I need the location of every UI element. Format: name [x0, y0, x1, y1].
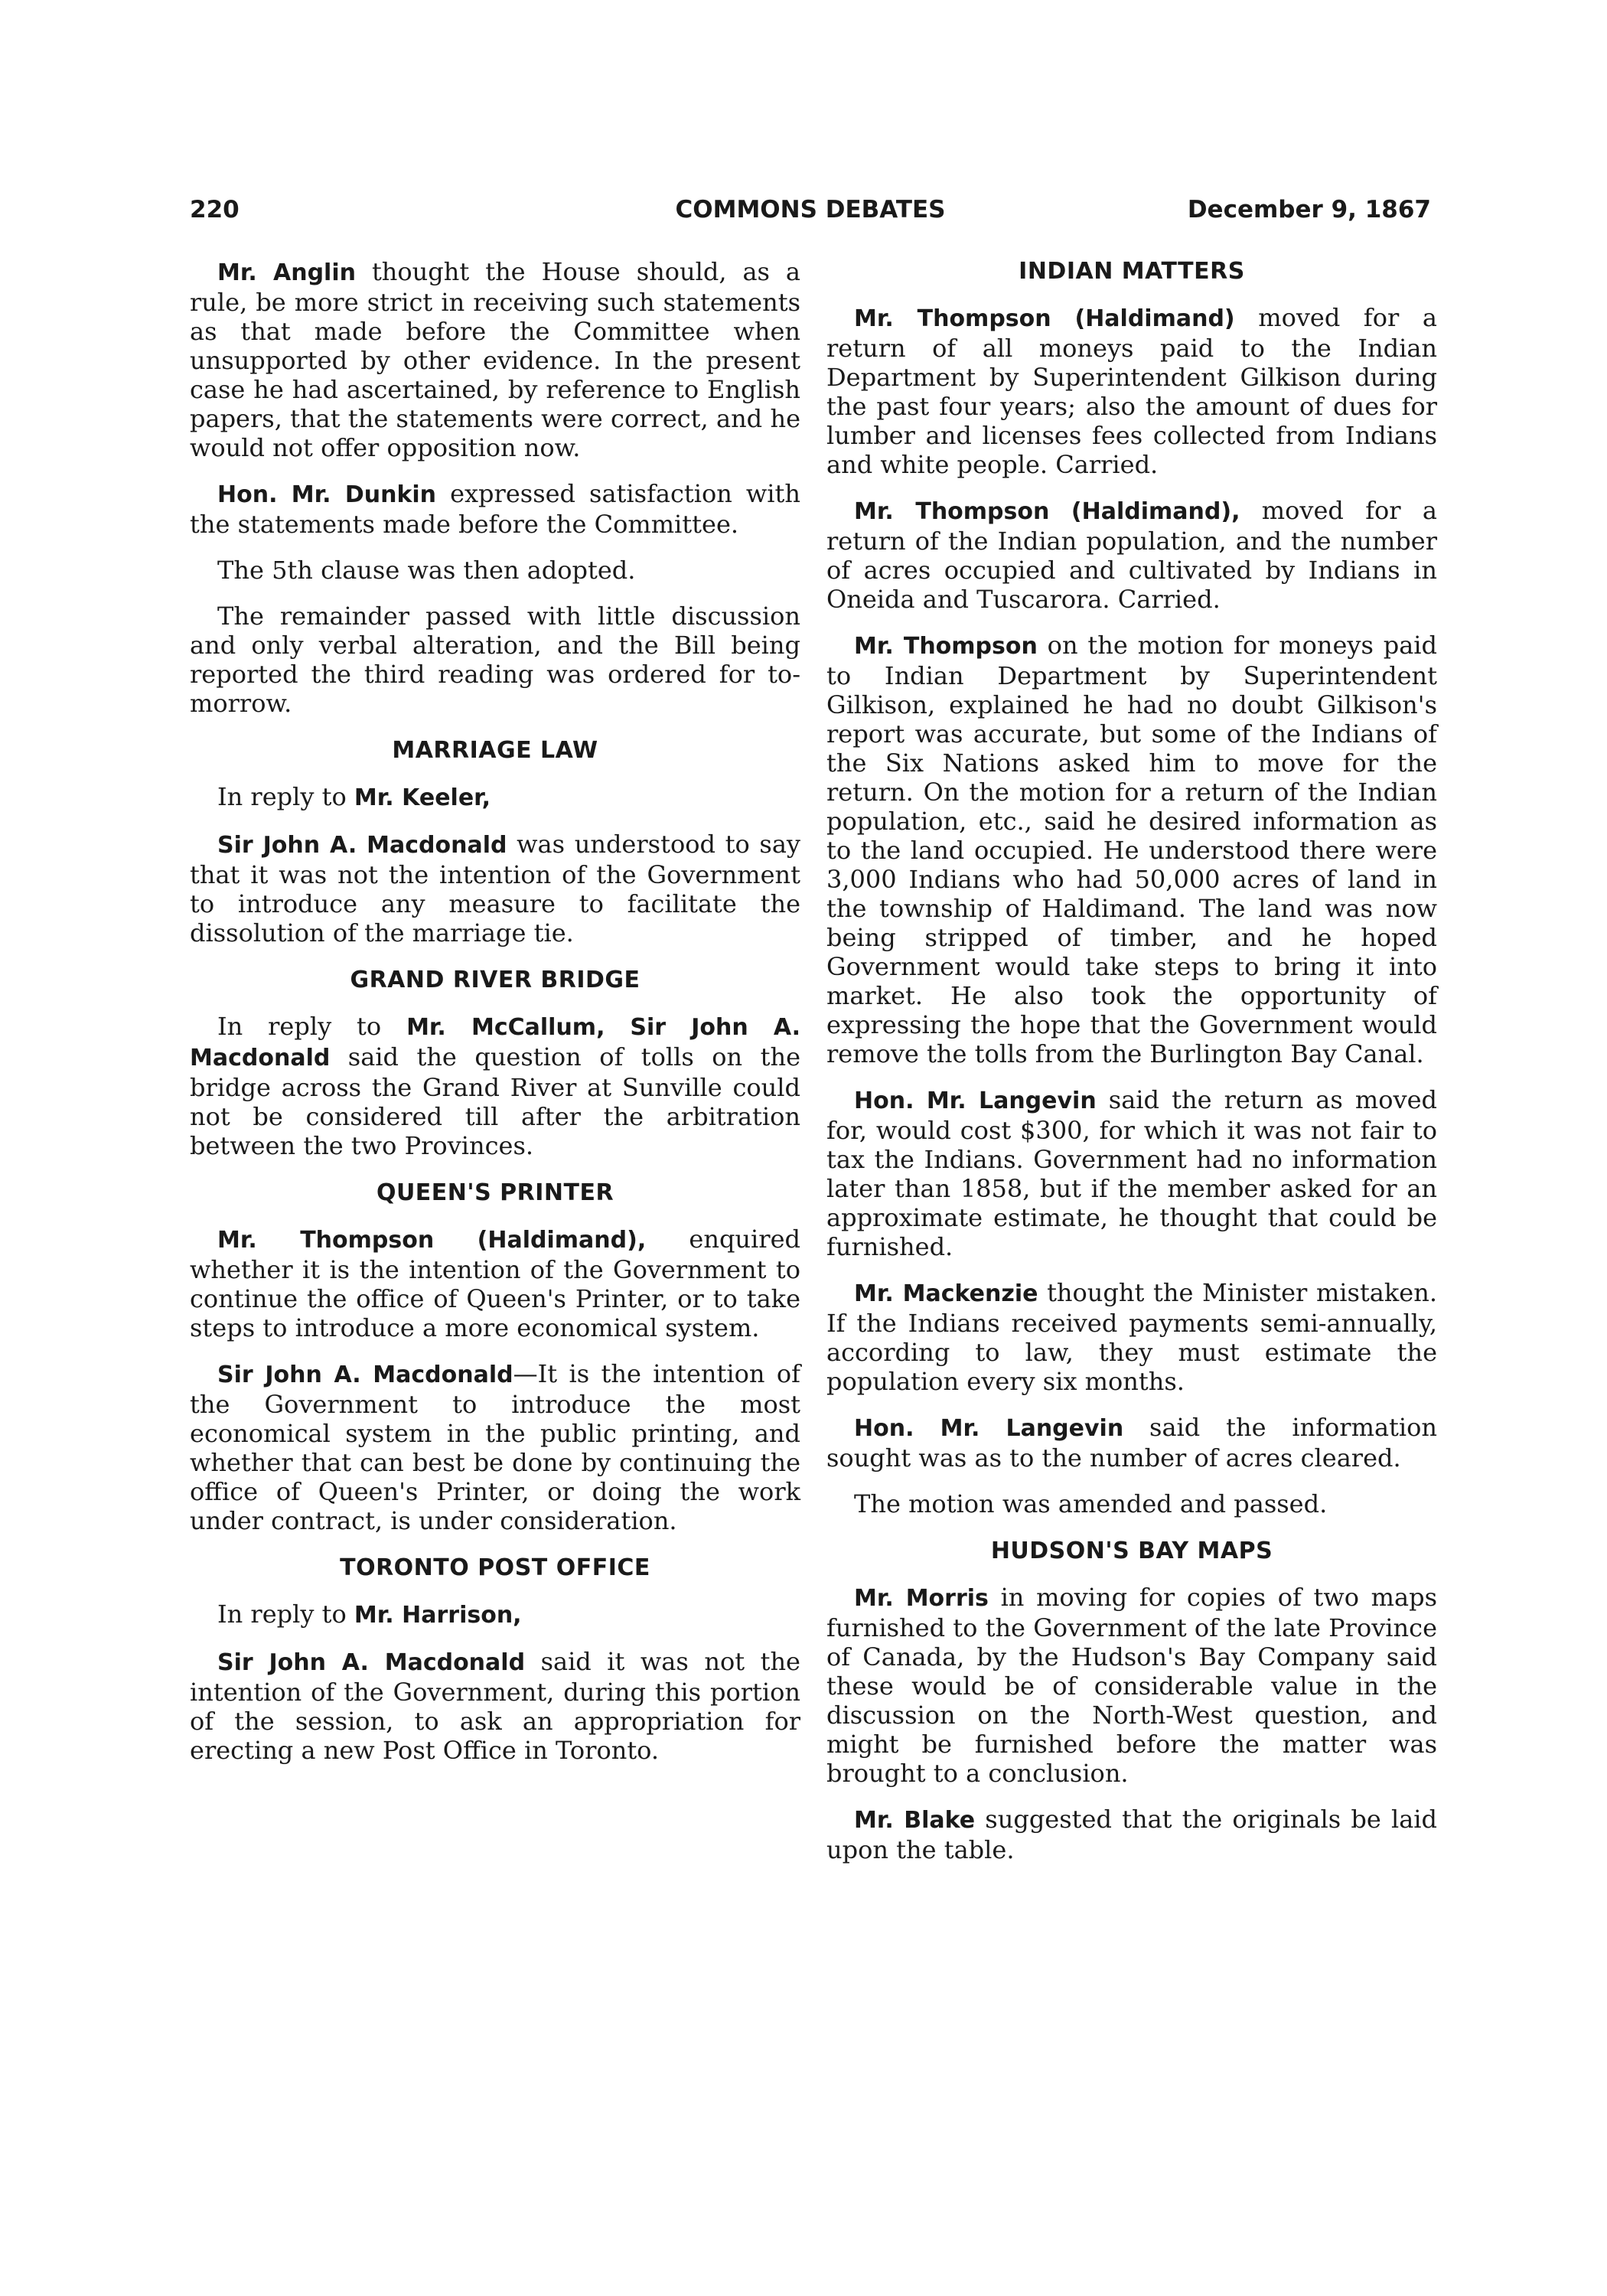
paragraph-text: expressed satisfaction with the statements made before the Committee.	[190, 479, 801, 539]
paragraph	[190, 1012, 800, 1160]
speaker-name: Mr. Blake	[854, 1807, 976, 1834]
paragraph	[190, 479, 800, 539]
paragraph	[826, 1805, 1437, 1864]
paragraph	[826, 1085, 1437, 1261]
section-heading-indian-matters: INDIAN MATTERS	[1019, 258, 1245, 285]
speaker-name: Mr. Thompson (Haldimand),	[854, 498, 1240, 525]
paragraph-text: said it was not the intention of the Government, during this portion of the session, to ask an appropriation for erecting a new Post Office in Toronto.	[190, 1647, 800, 1765]
paragraph-text: thought the House should, as a rule, be more strict in receiving such statements as that made before the Committee when unsupported by other evidence. In the present case he had ascertained, by reference to English papers, that the statements were correct, and he would not offer opposition now.	[190, 257, 801, 462]
speaker-name: Mr. Harrison,	[354, 1602, 522, 1629]
speaker-name: Hon. Mr. Langevin	[854, 1415, 1124, 1442]
paragraph	[190, 830, 800, 947]
running-title: COMMONS DEBATES	[675, 196, 946, 223]
section-heading-queens-printer: QUEEN'S PRINTER	[376, 1179, 614, 1206]
paragraph-text: In reply to	[217, 782, 354, 811]
paragraph	[826, 1278, 1437, 1396]
speaker-name: Sir John A. Macdonald	[217, 1362, 513, 1388]
speaker-name: Sir John A. Macdonald	[217, 832, 507, 859]
paragraph-text: In reply to	[217, 1600, 354, 1629]
paragraph-text: on the motion for moneys paid to Indian Department by Superintendent Gilkison, explained he had no doubt Gilkison's report was accurate, but some of the Indians of the Six Nations asked him to move for the return. On the motion for a return of the Indian population, etc., said he desired information as to the land occupied. He understood there were 3,000 Indians who had 50,000 acres of land in the township of Haldimand. The land was now being stripped of timber, and he hoped Government would take steps to bring it into market. He also took the opportunity of expressing the hope that the Government would remove the tolls from the Burlington Bay Canal.	[826, 631, 1438, 1068]
paragraph	[190, 1647, 800, 1765]
paragraph-text: was understood to say that it was not the intention of the Government to introduce any measure to facilitate the dissolution of the marriage tie.	[190, 830, 800, 947]
paragraph	[190, 257, 800, 462]
section-heading-marriage-law: MARRIAGE LAW	[392, 737, 598, 764]
paragraph	[190, 556, 800, 585]
paragraph-text: The motion was amended and passed.	[854, 1489, 1328, 1518]
paragraph-text: moved for a return of all moneys paid to the Indian Department by Superintendent Gilkison during the past four years; also the amount of dues for lumber and licenses fees collected from Indians and white people. Carried.	[826, 303, 1438, 479]
paragraph-text: said the return as moved for, would cost $300, for which it was not fair to tax the Indians. Government had no information later than 1858, but if the member asked for an approximate estimate, he thought that could be furnished.	[826, 1085, 1437, 1261]
paragraph	[190, 1600, 800, 1630]
paragraph	[826, 1413, 1437, 1473]
paragraph	[826, 496, 1437, 614]
speaker-name: Mr. Thompson	[854, 633, 1038, 660]
paragraph-text: moved for a return of the Indian population, and the number of acres occupied and cultivated by Indians in Oneida and Tuscarora. Carried.	[826, 496, 1437, 614]
section-heading-grand-river-bridge: GRAND RIVER BRIDGE	[350, 967, 641, 993]
left-column	[190, 257, 800, 1782]
speaker-name: Mr. McCallum,	[406, 1014, 605, 1041]
paragraph-text: said the information sought was as to the number of acres cleared.	[826, 1413, 1437, 1473]
speaker-name: Mr. Thompson (Haldimand)	[854, 305, 1235, 332]
paragraph-text: suggested that the originals be laid upon the table.	[826, 1805, 1438, 1864]
speaker-name: Hon. Mr. Langevin	[854, 1088, 1097, 1114]
section-heading-hudsons-bay-maps: HUDSON'S BAY MAPS	[990, 1538, 1273, 1564]
paragraph	[190, 1359, 800, 1535]
page-number: 220	[190, 196, 240, 223]
speaker-name: Hon. Mr. Dunkin	[217, 481, 437, 508]
speaker-name: Sir John A. Macdonald	[217, 1649, 526, 1676]
speaker-name: Mr. Mackenzie	[854, 1280, 1038, 1307]
paragraph-text: The 5th clause was then adopted.	[217, 556, 636, 585]
section-heading-toronto-post-office: TORONTO POST OFFICE	[340, 1554, 650, 1581]
speaker-name: Mr. Thompson (Haldimand),	[217, 1227, 647, 1254]
paragraph-text: thought the Minister mistaken. If the Indians received payments semi-annually, according to law, they must estimate the population every six months.	[826, 1278, 1437, 1396]
paragraph	[190, 1225, 800, 1342]
paragraph-text: in moving for copies of two maps furnished to the Government of the late Province of Canada, by the Hudson's Bay Company said these would be of considerable value in the discussion on the North-West question, and might be furnished before the matter was brought to a conclusion.	[826, 1583, 1438, 1788]
paragraph	[190, 602, 800, 718]
paragraph	[826, 1489, 1437, 1518]
paragraph	[826, 303, 1437, 479]
paragraph-text: The remainder passed with little discussion and only verbal alteration, and the Bill being reported the third reading was ordered for to-morrow.	[190, 602, 800, 718]
paragraph	[826, 631, 1437, 1068]
page-date: December 9, 1867	[1187, 196, 1431, 223]
speaker-name: Sir John A. Macdonald	[190, 1014, 801, 1071]
speaker-name: Mr. Anglin	[217, 259, 356, 286]
page-header	[190, 196, 1431, 230]
speaker-name: Mr. Keeler,	[354, 784, 491, 811]
paragraph-text: In reply to	[217, 1012, 407, 1041]
paragraph-text: —It is the intention of the Government to introduce the most economical system in the public printing, and whether that can best be done by continuing the office of Queen's Printer, or doing the work under contract, is under consideration.	[190, 1359, 800, 1535]
paragraph-text: enquired whether it is the intention of the Government to continue the office of Queen's Printer, or to take steps to introduce a more economical system.	[190, 1225, 800, 1342]
paragraph	[190, 782, 800, 813]
paragraph-text: said the question of tolls on the bridge across the Grand River at Sunville could not be considered till after the arbitration between the two Provinces.	[190, 1042, 800, 1160]
speaker-name: Mr. Morris	[854, 1585, 989, 1612]
right-column	[826, 257, 1437, 1881]
paragraph	[826, 1583, 1437, 1788]
